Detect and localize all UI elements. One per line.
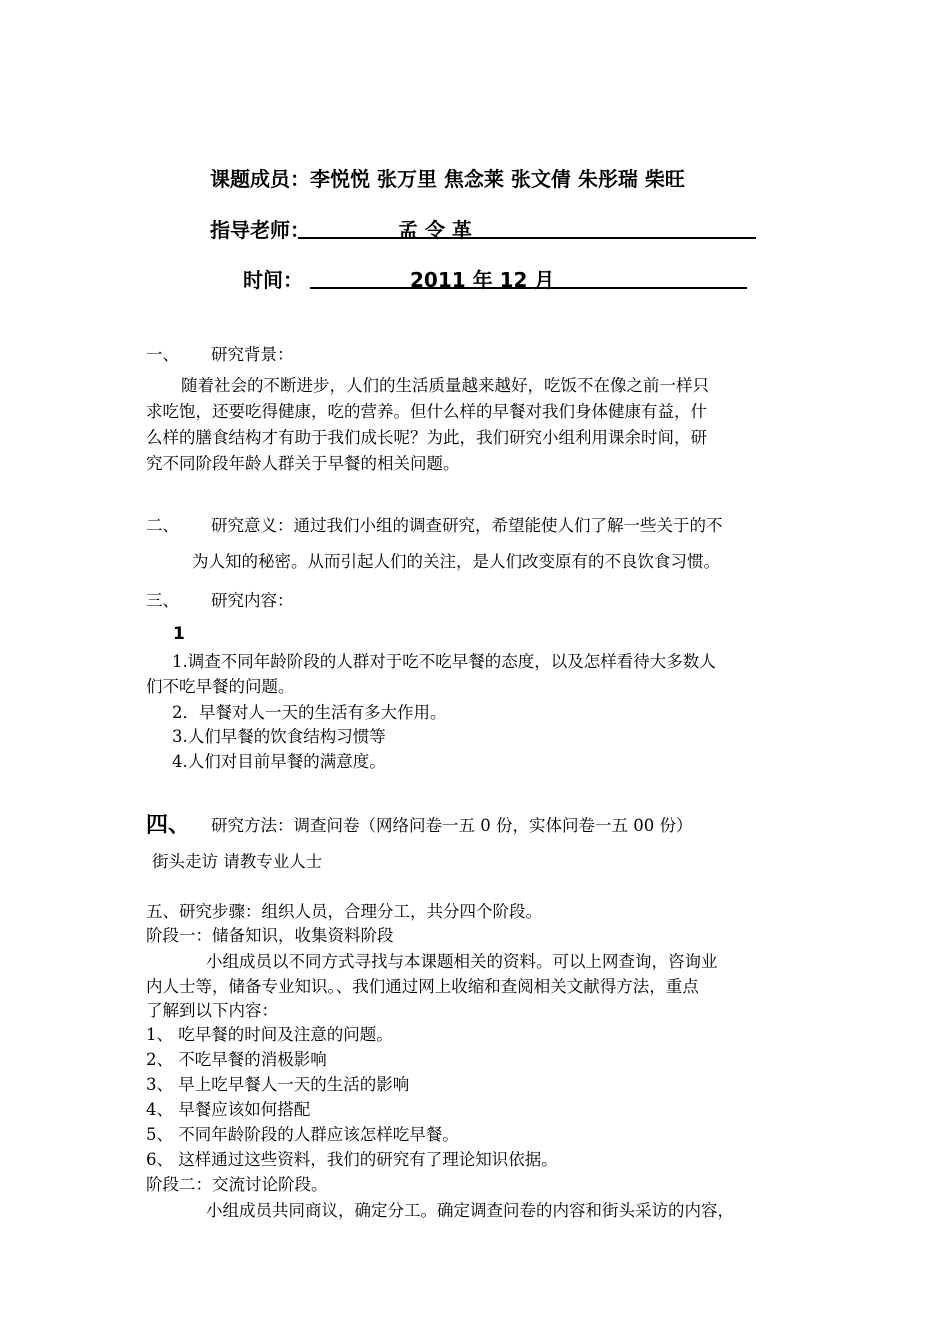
advisor-name: 孟 令 革 bbox=[398, 218, 472, 242]
advisor-underline bbox=[298, 237, 756, 239]
section-2-line: 研究意义：通过我们小组的调查研究，希望能使人们了解一些关于的不 bbox=[211, 516, 723, 535]
time-label: 时间： bbox=[243, 268, 303, 292]
stage-1-paragraph-line: 小组成员以不同方式寻找与本课题相关的资料。可以上网查询，咨询业 bbox=[206, 952, 718, 971]
stage-1-paragraph-line: 内人士等，储备专业知识。、我们通过网上收缩和查阅相关文献得方法，重点 bbox=[146, 977, 699, 996]
section-2-number: 二、 bbox=[146, 516, 179, 535]
members-line bbox=[210, 163, 685, 192]
advisor-label: 指导老师 bbox=[210, 218, 290, 242]
section-3-item: 2．早餐对人一天的生活有多大作用。 bbox=[172, 703, 447, 722]
section-1-number: 一、 bbox=[146, 345, 179, 364]
stage-1-title: 阶段一：储备知识，收集资料阶段 bbox=[146, 926, 394, 945]
section-3-item: 1.调查不同年龄阶段的人群对于吃不吃早餐的态度，以及怎样看待大多数人 bbox=[172, 652, 716, 671]
section-3-marker: 1 bbox=[173, 624, 185, 644]
section-4-number: 四、 bbox=[146, 812, 191, 838]
stage-1-list-item: 1、 吃早餐的时间及注意的问题。 bbox=[146, 1025, 393, 1044]
section-4-line: 街头走访 请教专业人士 bbox=[152, 852, 323, 871]
section-3-number: 三、 bbox=[146, 591, 179, 610]
section-1-line: 究不同阶段年龄人群关于早餐的相关问题。 bbox=[146, 454, 460, 473]
section-4-title: 研究方法：调查问卷（网络问卷一五 0 份，实体问卷一五 00 份） bbox=[211, 816, 693, 835]
section-1-line: 随着社会的不断进步，人们的生活质量越来越好，吃饭不在像之前一样只 bbox=[181, 376, 709, 395]
stage-1-list-item: 4、 早餐应该如何搭配 bbox=[146, 1100, 311, 1119]
time-value: 2011 年 12 月 bbox=[410, 268, 555, 292]
stage-1-paragraph-line: 了解到以下内容： bbox=[146, 1001, 278, 1020]
stage-2-paragraph-line: 小组成员共同商议，确定分工。确定调查问卷的内容和街头采访的内容， bbox=[206, 1201, 734, 1220]
stage-1-list-item: 3、 早上吃早餐人一天的生活的影响 bbox=[146, 1075, 410, 1094]
stage-1-list-item: 6、 这样通过这些资料，我们的研究有了理论知识依据。 bbox=[146, 1150, 558, 1169]
section-1-title: 研究背景： bbox=[211, 345, 294, 364]
stage-2-title: 阶段二：交流讨论阶段。 bbox=[146, 1175, 328, 1194]
time-underline bbox=[310, 287, 747, 289]
section-1-line: 么样的膳食结构才有助于我们成长呢？为此，我们研究小组利用课余时间，研 bbox=[146, 428, 707, 447]
section-3-item: 3.人们早餐的饮食结构习惯等 bbox=[172, 727, 386, 746]
members-names: 李悦悦 张万里 焦念莱 张文倩 朱彤瑞 柴旺 bbox=[310, 167, 685, 191]
section-2-line: 为人知的秘密。从而引起人们的关注，是人们改变原有的不良饮食习惯。 bbox=[192, 552, 720, 571]
advisor-colon: ： bbox=[290, 218, 310, 242]
section-3-item: 4.人们对目前早餐的满意度。 bbox=[172, 752, 386, 771]
section-5-title: 五、研究步骤：组织人员，合理分工，共分四个阶段。 bbox=[146, 902, 542, 921]
section-3-item: 们不吃早餐的问题。 bbox=[146, 677, 295, 696]
stage-1-list-item: 5、 不同年龄阶段的人群应该怎样吃早餐。 bbox=[146, 1125, 459, 1144]
members-label: 课题成员： bbox=[210, 167, 310, 191]
section-3-title: 研究内容： bbox=[211, 591, 294, 610]
stage-1-list-item: 2、 不吃早餐的消极影响 bbox=[146, 1050, 327, 1069]
section-1-line: 求吃饱，还要吃得健康，吃的营养。但什么样的早餐对我们身体健康有益，什 bbox=[146, 402, 707, 421]
advisor-line bbox=[210, 214, 310, 243]
